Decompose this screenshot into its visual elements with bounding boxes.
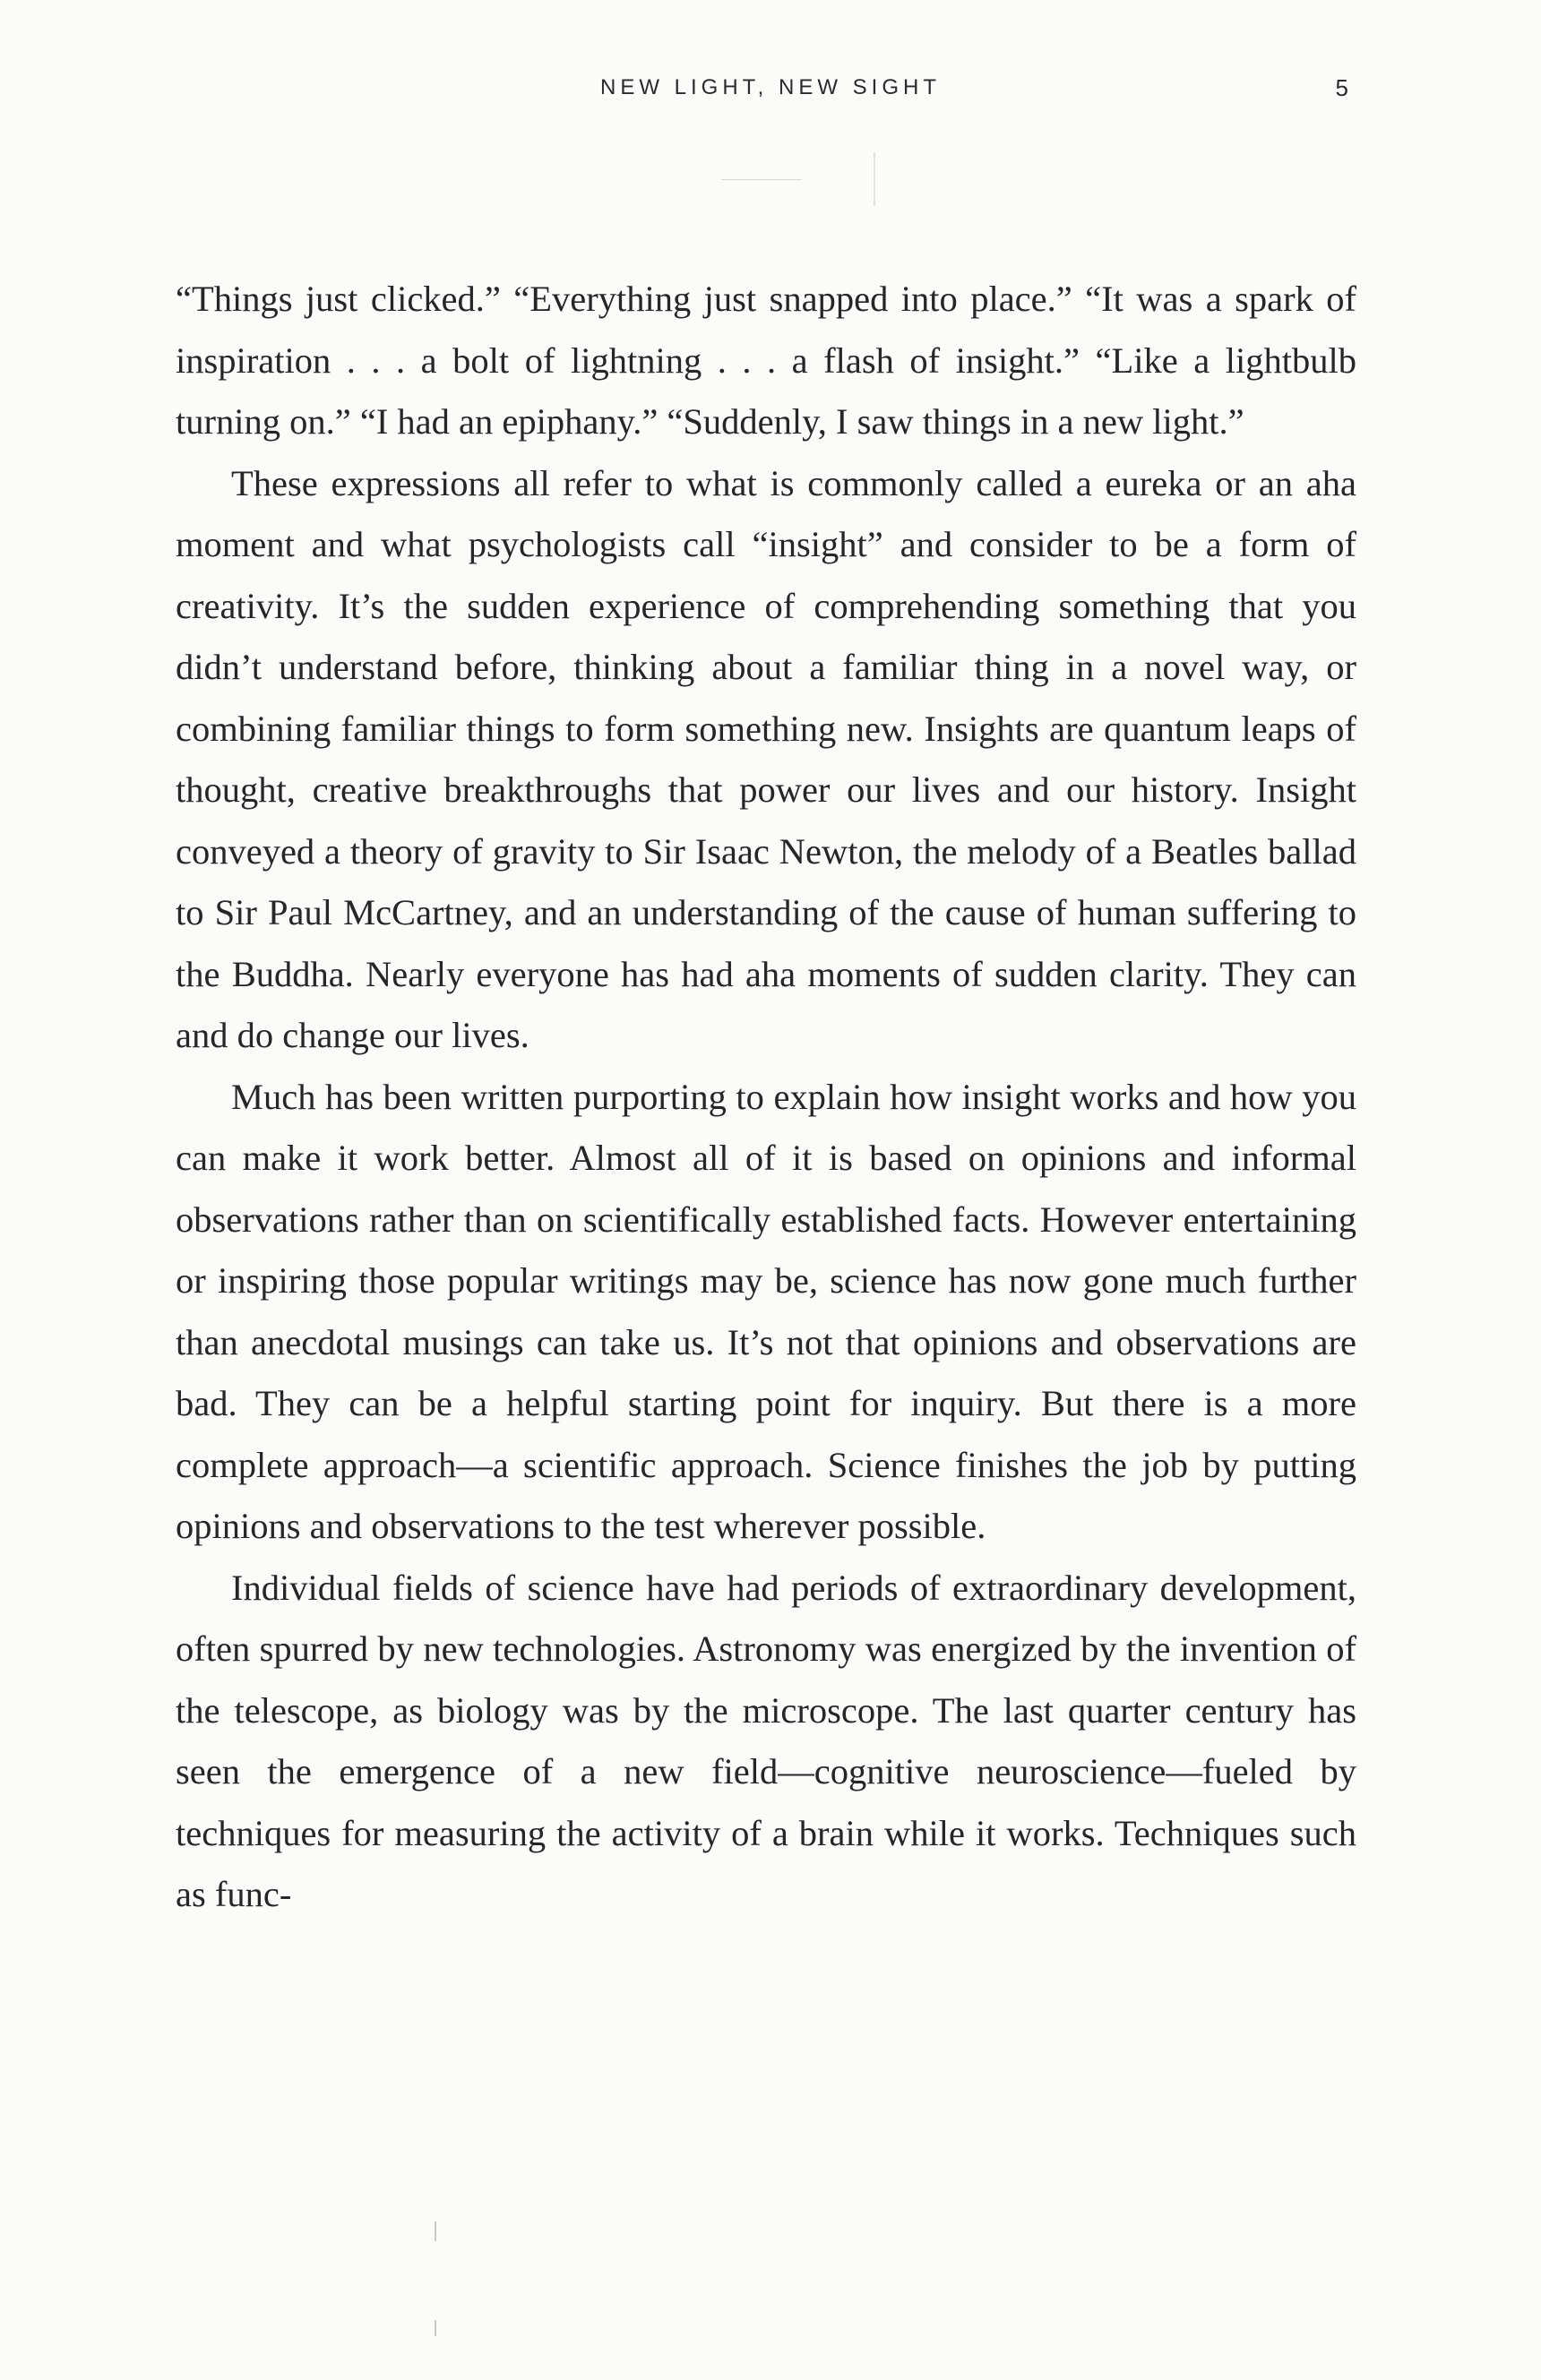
paragraph-1: “Things just clicked.” “Everything just snapped into place.” “It was a spark of inspiration . . . a bolt of lightning . . . a flash of insight.” “Like a lightbulb turning on.” “I had an epiphany.” “Suddenly, I saw things in a new light.” xyxy=(176,279,1356,442)
scan-speck xyxy=(435,2221,436,2241)
paragraph-4: Individual fields of science have had periods of extraordinary development, often spurred by new technologies. Astronomy was energized by the invention of the telescope, as biology was by the microscope. The last quarter century has seen the emergence of a new field—cognitive neuroscience—fueled by techniques for measuring the activity of a brain while it works. Techniques such as func- xyxy=(176,1567,1356,1914)
scan-speck xyxy=(874,152,875,206)
running-head xyxy=(0,70,1541,106)
paragraph-3: Much has been written purporting to explain how insight works and how you can make it work better. Almost all of it is based on opinions and informal observations rather than on scientifically established facts. However entertaining or inspiring those popular writings may be, science has now gone much further than anecdotal musings can take us. It’s not that opinions and observations are bad. They can be a helpful starting point for inquiry. But there is a more complete approach—a scientific approach. Science finishes the job by putting opinions and observations to the test wherever possible. xyxy=(176,1076,1356,1546)
running-title: NEW LIGHT, NEW SIGHT xyxy=(599,75,941,99)
scan-speck xyxy=(435,2320,436,2336)
body-text xyxy=(176,269,1356,1926)
faint-rule-mark xyxy=(721,179,802,180)
paragraph-2: These expressions all refer to what is commonly called a eureka or an aha moment and what psychologists call “insight” and consider to be a form of creativity. It’s the sudden experience of comprehending something that you didn’t understand before, thinking about a familiar thing in a novel way, or combining familiar things to form something new. Insights are quantum leaps of thought, creative breakthroughs that power our lives and our history. Insight conveyed a theory of gravity to Sir Isaac Newton, the melody of a Beatles ballad to Sir Paul McCartney, and an understanding of the cause of human suffering to the Buddha. Nearly everyone has had aha moments of sudden clarity. They can and do change our lives. xyxy=(176,462,1356,1055)
page-number: 5 xyxy=(1335,74,1348,101)
